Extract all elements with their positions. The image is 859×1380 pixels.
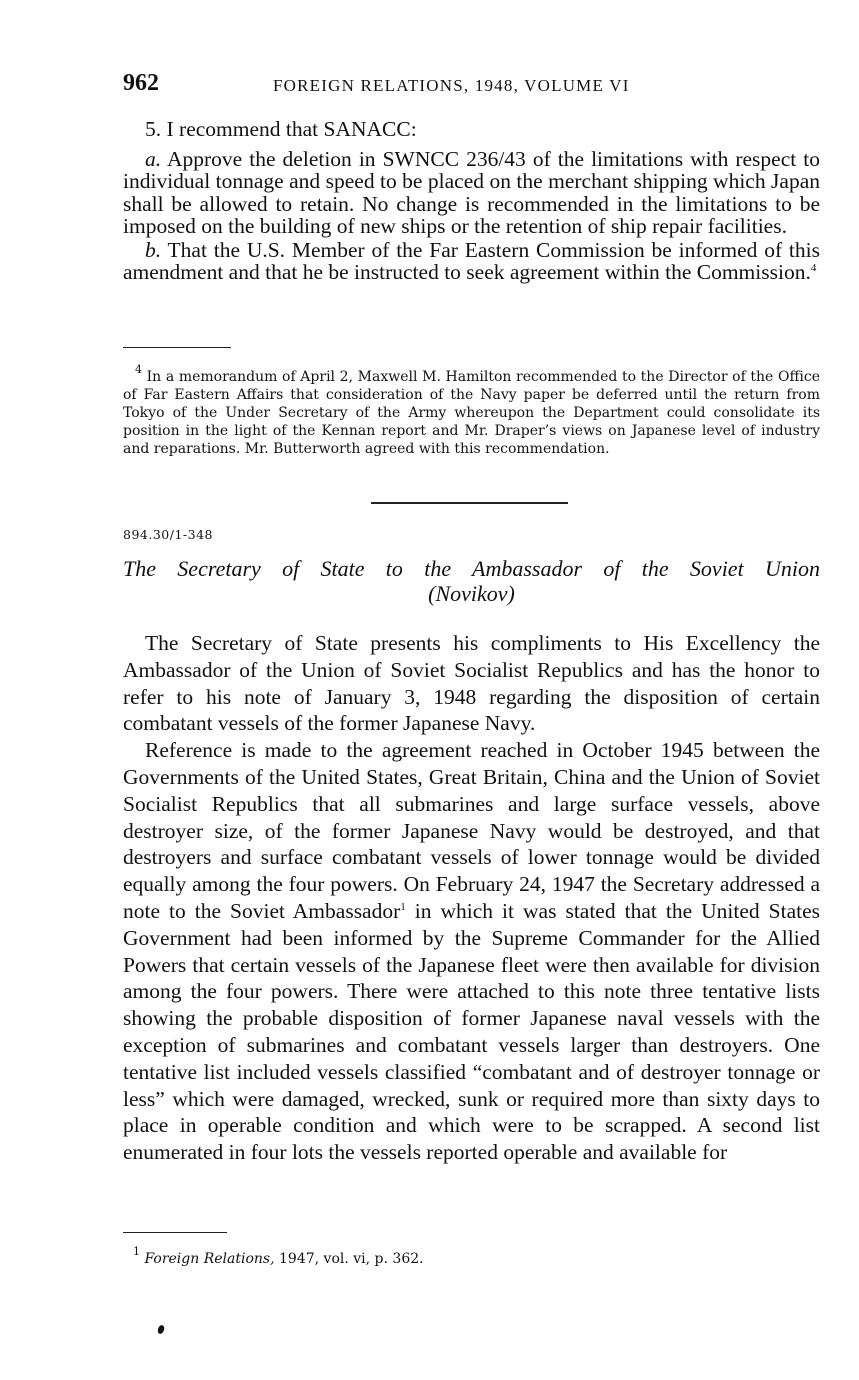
section-divider — [371, 502, 568, 504]
footnote-source-title: Foreign Relations, — [144, 1251, 275, 1267]
page-header — [123, 70, 820, 102]
footnote-4 — [123, 363, 821, 458]
item-letter: a. — [145, 147, 162, 172]
recommendation-section — [123, 118, 820, 283]
paragraph-2-part-1: Reference is made to the agreement reached in October 1945 between the Governments of the United States, Great Britain, China and the Union of Soviet Socialist Republics that all submarines and large surface vessels, above destroyer size, of the former Japanese Navy would be destroyed, and that destroyers and surface combatant vessels of lower tonnage would be divided equally among the four powers. On February 24, 1947 the Secretary addressed a note to the Soviet Ambassador — [123, 738, 820, 923]
title-line-1: The Secretary of State to the Ambassador of the Soviet Union — [123, 556, 820, 581]
paragraph-2-part-2: in which it was stated that the United States Government had been informed by the Supreme Commander for the Allied Powers that certain vessels of the Japanese fleet were then available for division among the four powers. There were attached to this note three tentative lists showing the probable disposition of former Japanese naval vessels with the exception of submarines and combatant vessels larger than destroyers. One tentative list included vessels classified “combatant and of destroyer tonnage or less” which were damaged, wrecked, sunk or required more than sixty days to place in operable condition and which were to be scrapped. A second list enumerated in four lots the vessels reported operable and available for — [123, 898, 820, 1165]
item-letter: b. — [145, 238, 162, 263]
footnote-mark: 4 — [135, 363, 142, 376]
recommendation-heading: 5. I recommend that SANACC: — [145, 117, 417, 141]
footnote-reference: 4 — [810, 262, 817, 275]
footnote-reference: 1 — [400, 900, 406, 913]
footnote-mark: 1 — [133, 1245, 140, 1258]
document-title — [123, 556, 820, 606]
item-text: Approve the deletion in SWNCC 236/43 of the limitations with respect to individual tonnage and speed to be placed on the merchant shipping which Japan shall be allowed to retain. No change is recommended in the limitations to be imposed on the building of new ships or the retention of ship repair facilities. — [123, 147, 820, 238]
footnote-source-detail: 1947, vol. vi, p. 362. — [279, 1251, 424, 1267]
item-text: That the U.S. Member of the Far Eastern Commission be informed of this amendment and that he be instructed to seek agreement within the Commission. — [123, 238, 820, 285]
footnote-rule — [123, 347, 231, 348]
running-head: FOREIGN RELATIONS, 1948, VOLUME VI — [273, 76, 630, 95]
ink-speck — [157, 1324, 166, 1335]
paragraph-2 — [123, 737, 820, 1166]
recommendation-item-a — [123, 148, 820, 237]
letter-body — [123, 630, 820, 1166]
recommendation-item-b — [123, 239, 820, 283]
paragraph-1: The Secretary of State presents his compliments to His Excellency the Ambassador of the Union of Soviet Socialist Republics and has the honor to refer to his note of January 3, 1948 regarding the disposition of certain combatant vessels of the former Japanese Navy. — [123, 631, 820, 736]
file-number: 894.30/1-348 — [123, 527, 213, 542]
title-line-2: (Novikov) — [428, 581, 515, 606]
footnote-text: In a memorandum of April 2, Maxwell M. Hamilton recommended to the Director of the Office of Far Eastern Affairs that consideration of the Navy paper be deferred until the return from Tokyo of the Under Secretary of the Army whereupon the Department could consolidate its position in the light of the Kennan report and Mr. Draper’s views on Japanese level of industry and reparations. Mr. Butterworth agreed with this recommendation. — [123, 369, 821, 457]
footnote-1 — [133, 1245, 424, 1267]
page-number: 962 — [123, 70, 159, 96]
footnote-rule — [123, 1232, 227, 1233]
